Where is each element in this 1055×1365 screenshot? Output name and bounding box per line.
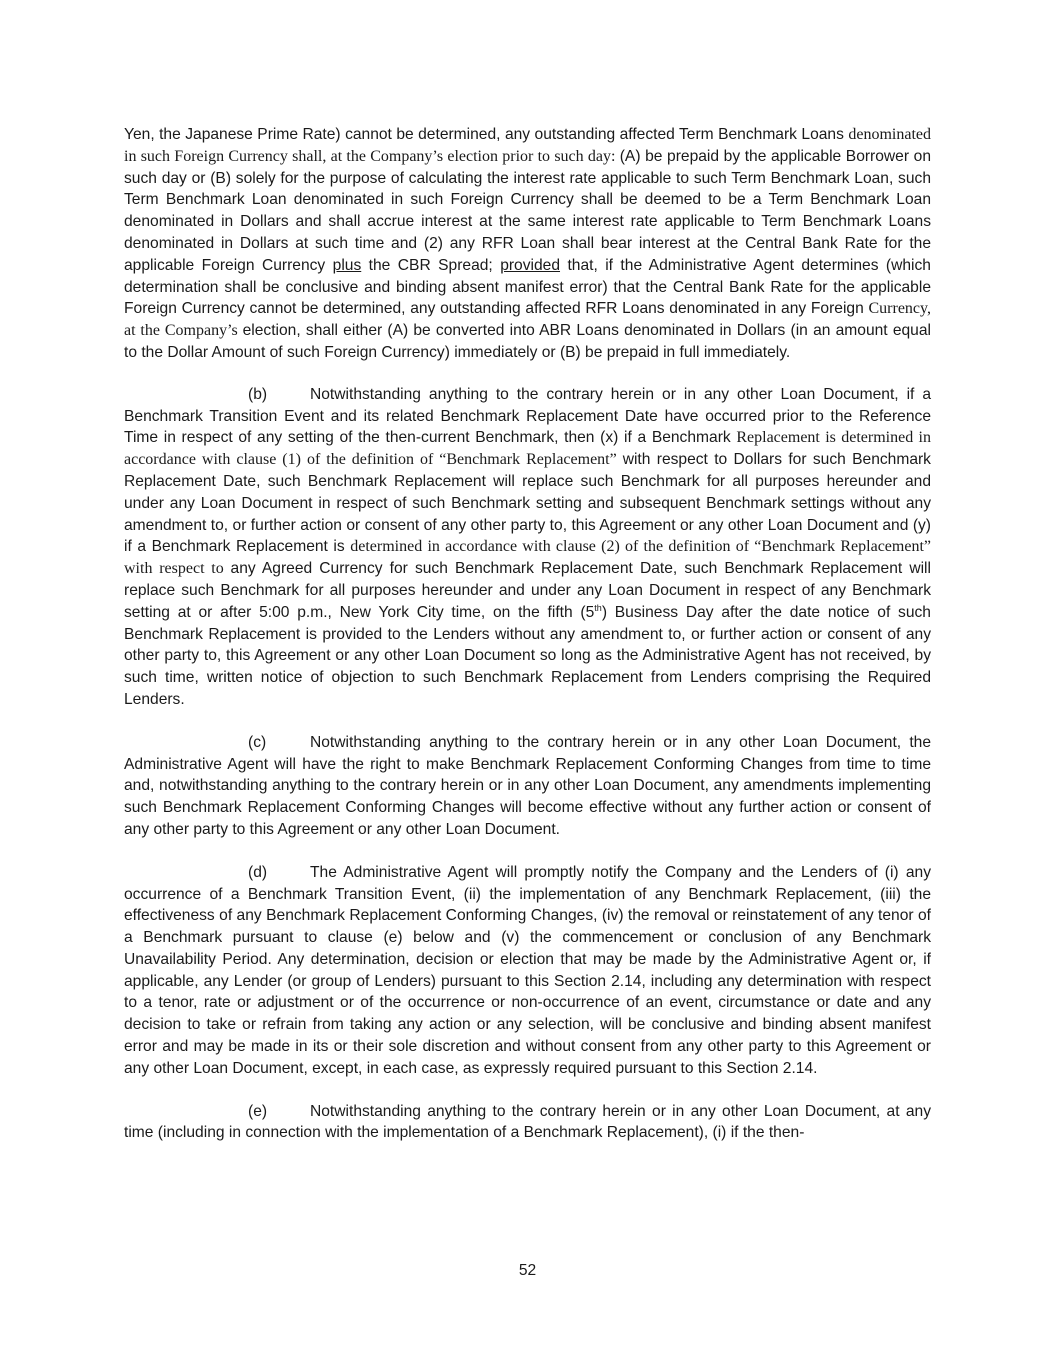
paragraph-text: The Administrative Agent will promptly notify the Company and the Lenders of (i) any occurrence of a Benchmark Transition Event, (ii) the implementation of any Benchmark Replacement, (iii) the effectiveness of any Benchmark Replacement Conforming Changes, (iv) the removal or reinstatement of any tenor of a Benchmark pursuant to clause (e) below and (v) the commencement or conclusion of any Benchmark Unavailability Period. Any determination, decision or election that may be made by the Administrative Agent or, if applicable, any Lender (or group of Lenders) pursuant to this Section 2.14, including any determination with respect to a tenor, rate or adjustment or of the occurrence or non-occurrence of an event, circumstance or date and any decision to take or refrain from taking any action or any selection, will be conclusive and binding absent manifest error and may be made in its or their sole discretion and without consent from any other party to this Agreement or any other Loan Document, except, in each case, as expressly required pursuant to this Section 2.14. — [124, 863, 931, 1077]
paragraph-text: the CBR Spread; — [361, 256, 501, 274]
paragraph-text: that, if the Administrative Agent determines (which determination shall be conclusive and binding absent manifest error) that the Central Bank Rate for the applicable Foreign Currency cannot be determined, any outstanding affected RFR Loans denominated in any Foreign — [124, 256, 931, 318]
underlined-term-provided: provided — [500, 256, 561, 274]
paragraph-text: Replacement is determined in accordance with clause (1) of the definition of “Benchmark Replacement” — [124, 429, 931, 469]
paragraph-label: (e) — [248, 1102, 268, 1120]
paragraph-text: Yen, the Japanese Prime Rate) cannot be determined, any outstanding affected Term Benchmark Loans — [124, 126, 849, 143]
paragraph-b — [124, 384, 931, 711]
paragraph-text: Currency, at the Company’s — [124, 300, 931, 340]
paragraph-continuation — [124, 124, 931, 364]
paragraph-text: (A) be prepaid by the applicable Borrower on such day or (B) solely for the purpose of calculating the interest rate applicable to such Term Benchmark Loan, such Term Benchmark Loan denominated in such Foreign Currency shall be deemed to be a Term Benchmark Loan denominated in Dollars and shall accrue interest at the same interest rate applicable to Term Benchmark Loans denominated in Dollars at such time and (2) any RFR Loan shall bear interest at the Central Bank Rate for the applicable Foreign Currency — [124, 147, 931, 274]
ordinal-superscript: th — [594, 602, 602, 613]
paragraph-label: (b) — [248, 385, 268, 403]
underlined-term-plus: plus — [332, 256, 362, 274]
paragraph-e — [124, 1101, 931, 1145]
paragraph-text: Notwithstanding anything to the contrary herein or in any other Loan Document, if a Benchmark Transition Event and its related Benchmark Replacement Date have occurred prior to the Reference Time in respect of any setting of the then-current Benchmark, then (x) if a Benchmark — [124, 385, 931, 447]
paragraph-text: election, shall either (A) be converted into ABR Loans denominated in Dollars (in an amount equal to the Dollar Amount of such Foreign Currency) immediately or (B) be prepaid in full immediately. — [124, 322, 931, 361]
paragraph-text: denominated in such Foreign Currency shall, at the Company’s election prior to such day: — [124, 126, 931, 165]
page-body — [124, 124, 931, 1165]
paragraph-label: (d) — [248, 863, 268, 881]
page-number: 52 — [518, 1262, 537, 1279]
paragraph-text: Notwithstanding anything to the contrary herein or in any other Loan Document, at any time (including in connection with the implementation of a Benchmark Replacement), (i) if the then- — [124, 1102, 931, 1142]
paragraph-text: with respect to Dollars for such Benchmark Replacement Date, such Benchmark Replacement will replace such Benchmark for all purposes hereunder and under any Loan Document in respect of such Benchmark setting and subsequent Benchmark settings without any amendment to, or further action or consent of any other party to, this Agreement or any other Loan Document and (y) if a Benchmark Replacement is — [124, 451, 931, 556]
paragraph-text: ) Business Day after the date notice of such Benchmark Replacement is provided to the Lenders without any amendment to, or further action or consent of any other party to, this Agreement or any other Loan Document so long as the Administrative Agent has not received, by such time, written notice of objection to such Benchmark Replacement from Lenders comprising the Required Lenders. — [124, 603, 931, 708]
paragraph-label: (c) — [248, 733, 267, 751]
paragraph-text: determined in accordance with clause (2) of the definition of “Benchmark Replacement” with respect to — [124, 538, 932, 578]
paragraph-text: any Agreed Currency for such Benchmark Replacement Date, such Benchmark Replacement will replace such Benchmark for all purposes hereunder and under any Loan Document in respect of any Benchmark setting at or after 5:00 p.m., New York City time, on the fifth (5 — [124, 560, 931, 621]
paragraph-d — [124, 862, 931, 1080]
paragraph-c — [124, 732, 931, 841]
paragraph-text: Notwithstanding anything to the contrary herein or in any other Loan Document, the Administrative Agent will have the right to make Benchmark Replacement Conforming Changes from time to time and, notwithstanding anything to the contrary herein or in any other Loan Document, any amendments implementing such Benchmark Replacement Conforming Changes will become effective without any further action or consent of any other party to this Agreement or any other Loan Document. — [124, 733, 931, 838]
